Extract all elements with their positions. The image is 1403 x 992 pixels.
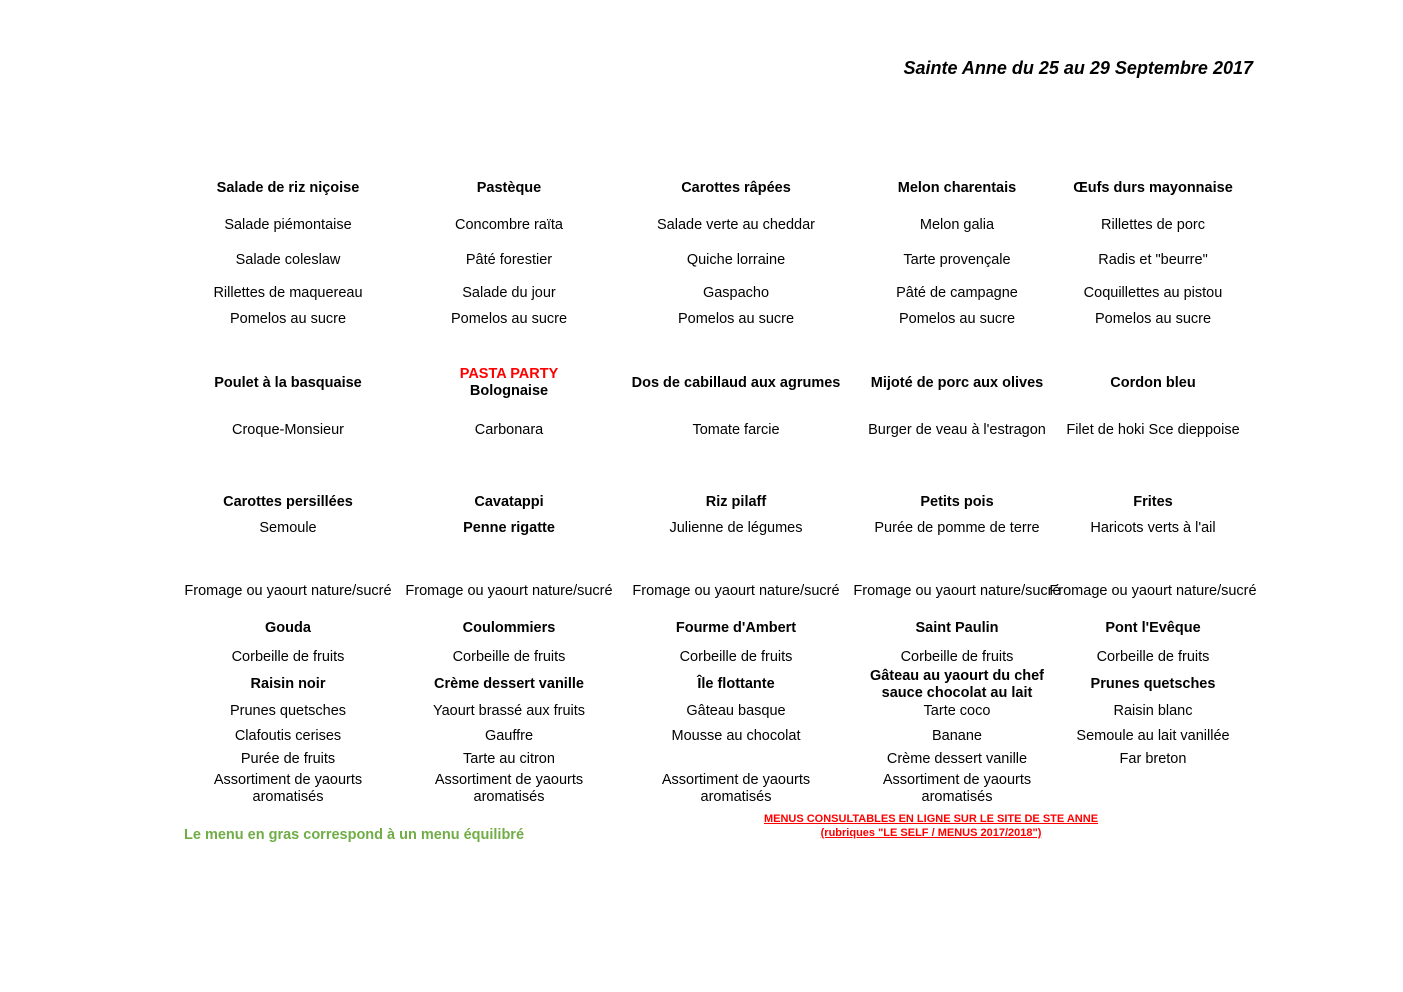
menu-cell-r1-c1 (180, 178, 396, 198)
menu-item-text: Purée de pomme de terre (874, 519, 1040, 536)
menu-item-text: Raisin blanc (1113, 702, 1193, 719)
menu-cell-r14-c4 (849, 701, 1065, 721)
menu-cell-r4-c4 (849, 283, 1065, 303)
menu-item-text: Pomelos au sucre (229, 310, 347, 327)
menu-item-text: Tarte provençale (903, 251, 1011, 268)
menu-item-text: Île flottante (697, 675, 775, 692)
menu-item-text: Pâté de campagne (896, 284, 1018, 301)
menu-item-text: Coulommiers (462, 619, 556, 636)
menu-item-text: Pomelos au sucre (898, 310, 1016, 327)
menu-item-text: Prunes quetsches (229, 702, 347, 719)
menu-cell-r17-c3 (628, 771, 844, 807)
menu-cell-r17-c2 (401, 771, 617, 807)
menu-cell-r11-c2 (401, 618, 617, 638)
menu-cell-r6-c3 (628, 363, 844, 403)
menu-cell-r11-c1 (180, 618, 396, 638)
menu-item-text: Carbonara (474, 421, 544, 438)
menu-cell-r12-c1 (180, 647, 396, 667)
menu-cell-r13-c1 (180, 673, 396, 695)
menu-cell-r15-c1 (180, 726, 396, 746)
menu-item-text: Coquillettes au pistou (1083, 284, 1223, 301)
menu-cell-r10-c3 (628, 573, 844, 609)
menu-item-text: Corbeille de fruits (679, 648, 793, 665)
menu-item-text: Gaspacho (702, 284, 770, 301)
menu-cell-r10-c5 (1045, 573, 1261, 609)
menu-item-text: Pomelos au sucre (450, 310, 568, 327)
balanced-menu-note: Le menu en gras correspond à un menu équilibré (184, 827, 525, 843)
menu-cell-r15-c2 (401, 726, 617, 746)
menu-item-text: Gauffre (484, 727, 534, 744)
menu-cell-r3-c1 (180, 250, 396, 270)
menu-item-text: Poulet à la basquaise (214, 374, 362, 391)
menu-item-text: Burger de veau à l'estragon (868, 421, 1046, 438)
menu-item-text: Julienne de légumes (669, 519, 803, 536)
menu-cell-r8-c5 (1045, 492, 1261, 512)
menu-item-text: Gâteau basque (686, 702, 786, 719)
menu-cell-r12-c4 (849, 647, 1065, 667)
menu-item-text: Pâté forestier (465, 251, 553, 268)
menu-item-text: Crème dessert vanille (886, 750, 1028, 767)
menu-item-text: Œufs durs mayonnaise (1073, 179, 1233, 196)
menu-cell-r17-c1 (180, 771, 396, 807)
menu-cell-r3-c5 (1045, 250, 1261, 270)
menu-item-text: Salade piémontaise (224, 216, 352, 233)
menu-item-text: Melon galia (919, 216, 995, 233)
menu-cell-r8-c1 (180, 492, 396, 512)
menu-cell-r8-c4 (849, 492, 1065, 512)
menu-cell-r15-c4 (849, 726, 1065, 746)
menu-item-text: Carottes râpées (681, 179, 791, 196)
menu-cell-r12-c5 (1045, 647, 1261, 667)
menu-item-text: Prunes quetsches (1090, 675, 1216, 692)
menu-item-text: Corbeille de fruits (452, 648, 566, 665)
menu-cell-r4-c3 (628, 283, 844, 303)
menu-item-text: Rillettes de maquereau (213, 284, 363, 301)
menu-cell-r2-c1 (180, 215, 396, 235)
menu-cell-r9-c3 (628, 518, 844, 538)
menu-item-text: Dos de cabillaud aux agrumes (631, 374, 841, 391)
page-title: Sainte Anne du 25 au 29 Septembre 2017 (903, 58, 1253, 78)
menu-item-text: Carottes persillées (223, 493, 353, 510)
menu-item-text: Penne rigatte (463, 519, 555, 536)
menu-cell-r8-c3 (628, 492, 844, 512)
menu-cell-r5-c3 (628, 309, 844, 329)
menu-cell-r6-c4 (849, 363, 1065, 403)
menu-item-text: Pont l'Evêque (1105, 619, 1201, 636)
menu-cell-r6-c2 (401, 363, 617, 403)
menu-item-text: Pastèque (476, 179, 542, 196)
menu-cell-r15-c5 (1045, 726, 1261, 746)
menu-cell-r9-c5 (1045, 518, 1261, 538)
menu-cell-r14-c3 (628, 701, 844, 721)
menu-item-text: Filet de hoki Sce dieppoise (1066, 421, 1240, 438)
online-menus-line-2: (rubriques "LE SELF / MENUS 2017/2018") (820, 827, 1042, 839)
menu-item-text: Mousse au chocolat (671, 727, 801, 744)
menu-item-text: Semoule au lait vanillée (1076, 727, 1230, 744)
menu-cell-r16-c4 (849, 749, 1065, 769)
menu-cell-r7-c2 (401, 420, 617, 440)
menu-item-text: Assortiment de yaourts aromatisés (661, 772, 811, 805)
menu-item-text: Fromage ou yaourt nature/sucré (632, 582, 840, 599)
menu-item-text: Fromage ou yaourt nature/sucré (405, 582, 613, 599)
menu-item-text: Gâteau au yaourt du chef sauce chocolat au lait (869, 668, 1045, 701)
menu-item-text: Purée de fruits (240, 750, 336, 767)
menu-cell-r1-c4 (849, 178, 1065, 198)
menu-cell-r7-c3 (628, 420, 844, 440)
menu-cell-r1-c2 (401, 178, 617, 198)
menu-item-text: Salade verte au cheddar (657, 216, 815, 233)
menu-item-text: Tomate farcie (692, 421, 780, 438)
menu-item-text: Salade de riz niçoise (216, 179, 360, 196)
menu-cell-r2-c3 (628, 215, 844, 235)
menu-cell-r17-c4 (849, 771, 1065, 807)
menu-item-text: Assortiment de yaourts aromatisés (213, 772, 363, 805)
menu-cell-r5-c4 (849, 309, 1065, 329)
menu-cell-r13-c4 (849, 668, 1065, 701)
menu-cell-r7-c5 (1045, 420, 1261, 440)
menu-item-text: Assortiment de yaourts aromatisés (882, 772, 1032, 805)
menu-cell-r10-c4 (849, 573, 1065, 609)
menu-cell-r13-c3 (628, 673, 844, 695)
menu-cell-r5-c2 (401, 309, 617, 329)
menu-cell-r4-c5 (1045, 283, 1261, 303)
menu-cell-r9-c1 (180, 518, 396, 538)
menu-cell-r9-c2 (401, 518, 617, 538)
menu-item-text: Tarte coco (923, 702, 991, 719)
menu-cell-r11-c5 (1045, 618, 1261, 638)
menu-item-text: Salade du jour (462, 284, 556, 301)
menu-item-text: Bolognaise (469, 383, 549, 399)
menu-item-text: Gouda (265, 619, 311, 636)
menu-cell-r16-c5 (1045, 749, 1261, 769)
menu-cell-r6-c5 (1045, 363, 1261, 403)
pasta-party-label: PASTA PARTY (459, 366, 559, 382)
menu-cell-r10-c1 (180, 573, 396, 609)
menu-cell-r1-c5 (1045, 178, 1261, 198)
menu-item-text: Pomelos au sucre (1094, 310, 1212, 327)
menu-cell-r2-c5 (1045, 215, 1261, 235)
menu-cell-r12-c2 (401, 647, 617, 667)
menu-item-text: Pomelos au sucre (677, 310, 795, 327)
menu-item-text: Far breton (1119, 750, 1187, 767)
menu-cell-r14-c5 (1045, 701, 1261, 721)
menu-item-text: Cordon bleu (1110, 374, 1196, 391)
menu-item-text: Fromage ou yaourt nature/sucré (1049, 582, 1257, 599)
menu-item-text: Cavatappi (474, 493, 544, 510)
menu-cell-r12-c3 (628, 647, 844, 667)
menu-cell-r7-c1 (180, 420, 396, 440)
menu-item-text: Croque-Monsieur (231, 421, 345, 438)
menu-item-text: Melon charentais (897, 179, 1017, 196)
menu-item-text: Clafoutis cerises (234, 727, 342, 744)
menu-cell-r14-c2 (401, 701, 617, 721)
menu-item-text: Tarte au citron (463, 750, 555, 767)
menu-item-text: Banane (932, 727, 982, 744)
menu-item-text: Quiche lorraine (686, 251, 786, 268)
menu-cell-r13-c5 (1045, 673, 1261, 695)
menu-cell-r16-c3 (628, 749, 844, 769)
menu-cell-r16-c2 (401, 749, 617, 769)
menu-cell-r1-c3 (628, 178, 844, 198)
menu-item-text: Radis et "beurre" (1098, 251, 1208, 268)
menu-item-text: Rillettes de porc (1101, 216, 1205, 233)
menu-cell-r11-c4 (849, 618, 1065, 638)
menu-item-text: Saint Paulin (915, 619, 999, 636)
menu-item-text: Assortiment de yaourts aromatisés (434, 772, 584, 805)
menu-item-text: Riz pilaff (705, 493, 767, 510)
menu-item-text: Haricots verts à l'ail (1090, 519, 1216, 536)
menu-cell-r2-c2 (401, 215, 617, 235)
online-menus-note (730, 812, 1132, 840)
menu-cell-r16-c1 (180, 749, 396, 769)
menu-cell-r3-c2 (401, 250, 617, 270)
menu-cell-r11-c3 (628, 618, 844, 638)
menu-item-text: Raisin noir (250, 675, 326, 692)
menu-cell-r5-c1 (180, 309, 396, 329)
menu-cell-r15-c3 (628, 726, 844, 746)
menu-item-text: Fromage ou yaourt nature/sucré (853, 582, 1061, 599)
menu-cell-r3-c3 (628, 250, 844, 270)
menu-cell-r7-c4 (849, 420, 1065, 440)
menu-item-text: Concombre raïta (455, 216, 563, 233)
menu-cell-r4-c2 (401, 283, 617, 303)
menu-item-text: Crème dessert vanille (434, 675, 584, 692)
menu-item-text: Corbeille de fruits (900, 648, 1014, 665)
menu-cell-r8-c2 (401, 492, 617, 512)
menu-cell-r3-c4 (849, 250, 1065, 270)
menu-cell-r17-c5 (1045, 771, 1261, 807)
online-menus-line-1: MENUS CONSULTABLES EN LIGNE SUR LE SITE DE STE ANNE (763, 813, 1099, 825)
menu-cell-r14-c1 (180, 701, 396, 721)
menu-item-text: Yaourt brassé aux fruits (432, 702, 586, 719)
menu-item-text: Petits pois (920, 493, 994, 510)
menu-cell-r10-c2 (401, 573, 617, 609)
menu-item-text: Corbeille de fruits (1096, 648, 1210, 665)
menu-item-text: Fromage ou yaourt nature/sucré (184, 582, 392, 599)
menu-item-text: Frites (1133, 493, 1173, 510)
menu-cell-r6-c1 (180, 363, 396, 403)
menu-item-text: Fourme d'Ambert (675, 619, 797, 636)
menu-item-text: Semoule (259, 519, 317, 536)
menu-item-text: Mijoté de porc aux olives (870, 374, 1044, 391)
menu-item-text: Salade coleslaw (235, 251, 341, 268)
menu-cell-r2-c4 (849, 215, 1065, 235)
menu-cell-r9-c4 (849, 518, 1065, 538)
menu-cell-r4-c1 (180, 283, 396, 303)
menu-cell-r13-c2 (401, 673, 617, 695)
menu-cell-r5-c5 (1045, 309, 1261, 329)
menu-item-text: Corbeille de fruits (231, 648, 345, 665)
